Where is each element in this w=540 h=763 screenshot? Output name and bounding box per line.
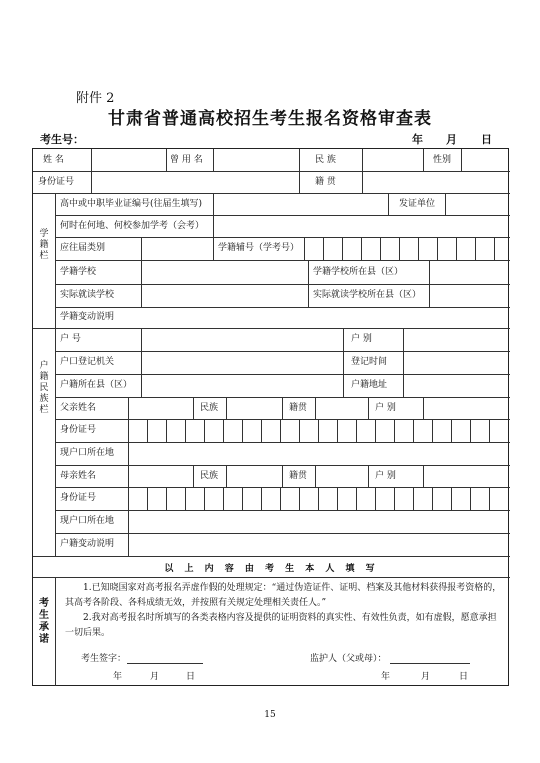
table-rule bbox=[223, 419, 224, 442]
header-day: 日 bbox=[481, 133, 492, 146]
table-rule bbox=[475, 237, 476, 260]
guardian-signature-line[interactable] bbox=[390, 653, 470, 664]
table-rule bbox=[128, 533, 129, 556]
table-rule bbox=[33, 171, 510, 172]
table-rule bbox=[299, 487, 300, 510]
table-rule bbox=[55, 487, 510, 488]
table-rule bbox=[445, 193, 446, 215]
table-rule bbox=[204, 419, 205, 442]
table-rule bbox=[403, 351, 404, 374]
table-rule bbox=[368, 465, 369, 487]
name-label: 姓 名 bbox=[43, 155, 64, 165]
table-rule bbox=[55, 442, 510, 443]
table-rule bbox=[304, 237, 305, 260]
table-rule bbox=[128, 510, 129, 533]
ethnicity-label: 民 族 bbox=[315, 155, 336, 165]
table-rule bbox=[375, 419, 376, 442]
table-rule bbox=[299, 419, 300, 442]
father-name-label: 父亲姓名 bbox=[60, 403, 97, 413]
table-rule bbox=[461, 149, 462, 171]
table-rule bbox=[128, 487, 129, 510]
table-rule bbox=[141, 284, 142, 307]
table-rule bbox=[55, 419, 510, 420]
mother-hukou-type-label: 户 别 bbox=[375, 471, 396, 481]
table-rule bbox=[242, 419, 243, 442]
native-place-label: 籍 贯 bbox=[315, 177, 336, 187]
reg-county-label: 学籍学校所在县（区） bbox=[313, 267, 404, 277]
table-rule bbox=[356, 419, 357, 442]
table-rule bbox=[91, 171, 92, 193]
table-rule bbox=[299, 149, 300, 171]
table-rule bbox=[299, 171, 300, 193]
table-rule bbox=[128, 442, 129, 465]
table-rule bbox=[343, 328, 344, 351]
table-rule bbox=[282, 397, 283, 419]
table-rule bbox=[55, 510, 510, 511]
guardian-sign-month: 月 bbox=[421, 672, 431, 682]
hukou-number-label: 户 号 bbox=[60, 334, 81, 344]
student-signature-line[interactable] bbox=[127, 653, 203, 664]
table-rule bbox=[356, 487, 357, 510]
table-rule bbox=[470, 487, 471, 510]
table-rule bbox=[429, 260, 430, 284]
table-rule bbox=[55, 328, 56, 556]
table-rule bbox=[55, 284, 510, 285]
promise-paragraph-1: 1.已知晓国家对高考报名弄虚作假的处理规定：“通过伪造证件、证明、档案及其他材料获得报考资格的，其高考各阶段、各科成绩无效，并按照有关规定处理相关责任人。” bbox=[65, 583, 502, 608]
table-rule bbox=[343, 374, 344, 397]
table-rule bbox=[55, 193, 56, 328]
reg-time-label: 登记时间 bbox=[351, 357, 388, 367]
category-label: 应往届类别 bbox=[60, 243, 106, 253]
table-rule bbox=[33, 556, 510, 557]
table-rule bbox=[141, 237, 142, 260]
student-signature-label: 考生签字： bbox=[81, 654, 127, 664]
table-rule bbox=[375, 487, 376, 510]
header-month: 月 bbox=[446, 133, 457, 146]
promise-section-label: 考生承诺 bbox=[39, 598, 49, 645]
table-rule bbox=[185, 419, 186, 442]
table-rule bbox=[242, 487, 243, 510]
table-rule bbox=[204, 487, 205, 510]
page-number: 15 bbox=[264, 710, 276, 720]
hukou-type-label: 户 别 bbox=[351, 334, 372, 344]
table-rule bbox=[33, 328, 510, 329]
table-rule bbox=[166, 419, 167, 442]
promise-paragraph-2: 2.我对高考报名时所填写的各类表格内容及提供的证明资料的真实性、有效性负责，如有虚假，愿意承担一切后果。 bbox=[65, 613, 497, 638]
table-rule bbox=[128, 419, 129, 442]
document-title: 甘肃省普通高校招生考生报名资格审查表 bbox=[108, 109, 432, 129]
table-rule bbox=[413, 419, 414, 442]
mother-ethnicity-label: 民族 bbox=[200, 471, 219, 481]
table-rule bbox=[147, 419, 148, 442]
reg-office-label: 户口登记机关 bbox=[60, 357, 115, 367]
table-rule bbox=[282, 465, 283, 487]
table-rule bbox=[342, 237, 343, 260]
table-rule bbox=[451, 419, 452, 442]
table-rule bbox=[261, 487, 262, 510]
table-rule bbox=[362, 171, 363, 193]
student-sign-day: 日 bbox=[186, 672, 196, 682]
table-rule bbox=[55, 237, 510, 238]
table-rule bbox=[55, 351, 510, 352]
table-rule bbox=[362, 149, 363, 171]
table-rule bbox=[399, 237, 400, 260]
table-rule bbox=[432, 487, 433, 510]
table-rule bbox=[456, 237, 457, 260]
table-rule bbox=[432, 419, 433, 442]
table-rule bbox=[489, 487, 490, 510]
table-rule bbox=[91, 149, 92, 171]
filler-note: 以 上 内 容 由 考 生 本 人 填 写 bbox=[164, 564, 379, 574]
mother-address-label: 现户口所在地 bbox=[60, 516, 115, 526]
table-rule bbox=[55, 577, 56, 686]
table-rule bbox=[418, 237, 419, 260]
table-rule bbox=[423, 397, 424, 419]
father-id-label: 身份证号 bbox=[60, 425, 97, 435]
table-rule bbox=[368, 397, 369, 419]
table-rule bbox=[380, 237, 381, 260]
table-rule bbox=[55, 307, 510, 308]
review-form-table bbox=[32, 148, 509, 686]
hukou-section-label: 户籍民族栏 bbox=[39, 361, 49, 415]
student-sign-month: 月 bbox=[150, 672, 160, 682]
aux-number-label: 学籍辅号（学考号） bbox=[218, 243, 300, 253]
school-section-label: 学籍栏 bbox=[39, 229, 49, 261]
cert-number-label: 高中或中职毕业证编号(往届生填写) bbox=[60, 199, 203, 209]
guardian-signature-label: 监护人（父或母）： bbox=[310, 654, 387, 664]
table-rule bbox=[226, 465, 227, 487]
student-sign-year: 年 bbox=[113, 672, 123, 682]
mother-id-label: 身份证号 bbox=[60, 493, 97, 503]
table-rule bbox=[489, 419, 490, 442]
table-rule bbox=[141, 260, 142, 284]
guardian-sign-day: 日 bbox=[459, 672, 469, 682]
table-rule bbox=[403, 328, 404, 351]
exam-history-label: 何时在何地、何校参加学考（会考） bbox=[60, 221, 205, 231]
table-rule bbox=[128, 465, 129, 487]
table-rule bbox=[55, 215, 510, 216]
father-address-label: 现户口所在地 bbox=[60, 448, 115, 458]
table-rule bbox=[323, 237, 324, 260]
attachment-label: 附件 2 bbox=[76, 91, 115, 106]
table-rule bbox=[318, 487, 319, 510]
table-rule bbox=[223, 487, 224, 510]
table-rule bbox=[33, 577, 510, 578]
table-rule bbox=[308, 284, 309, 307]
id-number-label: 身份证号 bbox=[38, 177, 75, 187]
table-rule bbox=[361, 237, 362, 260]
table-rule bbox=[470, 419, 471, 442]
table-rule bbox=[437, 237, 438, 260]
actual-school-label: 实际就读学校 bbox=[60, 290, 115, 300]
gender-label: 性别 bbox=[433, 155, 452, 165]
table-rule bbox=[226, 397, 227, 419]
table-rule bbox=[128, 397, 129, 419]
table-rule bbox=[337, 419, 338, 442]
father-ethnicity-label: 民族 bbox=[200, 403, 219, 413]
reg-school-label: 学籍学校 bbox=[60, 267, 97, 277]
header-year: 年 bbox=[412, 133, 423, 146]
mother-name-label: 母亲姓名 bbox=[60, 471, 97, 481]
hukou-address-label: 户籍地址 bbox=[351, 380, 388, 390]
table-rule bbox=[147, 487, 148, 510]
table-rule bbox=[280, 487, 281, 510]
table-rule bbox=[413, 487, 414, 510]
table-rule bbox=[193, 465, 194, 487]
table-rule bbox=[55, 260, 510, 261]
exam-number-label: 考生号： bbox=[40, 133, 84, 146]
table-rule bbox=[388, 193, 389, 215]
table-rule bbox=[318, 419, 319, 442]
table-rule bbox=[280, 419, 281, 442]
guardian-sign-year: 年 bbox=[381, 672, 391, 682]
table-rule bbox=[394, 487, 395, 510]
table-rule bbox=[55, 374, 510, 375]
table-rule bbox=[308, 260, 309, 284]
table-rule bbox=[343, 351, 344, 374]
table-rule bbox=[55, 533, 510, 534]
mother-native-label: 籍贯 bbox=[289, 471, 308, 481]
table-rule bbox=[185, 487, 186, 510]
table-rule bbox=[315, 397, 316, 419]
table-rule bbox=[213, 237, 214, 260]
table-rule bbox=[337, 487, 338, 510]
table-rule bbox=[33, 193, 510, 194]
actual-county-label: 实际就读学校所在县（区） bbox=[313, 290, 422, 300]
table-rule bbox=[423, 465, 424, 487]
table-rule bbox=[315, 465, 316, 487]
table-rule bbox=[193, 397, 194, 419]
table-rule bbox=[451, 487, 452, 510]
table-rule bbox=[213, 149, 214, 171]
issuer-label: 发证单位 bbox=[399, 199, 436, 209]
table-rule bbox=[141, 351, 142, 374]
table-rule bbox=[423, 149, 424, 171]
table-rule bbox=[213, 215, 214, 237]
table-rule bbox=[261, 419, 262, 442]
table-rule bbox=[166, 487, 167, 510]
hukou-change-label: 户籍变动说明 bbox=[60, 539, 115, 549]
table-rule bbox=[141, 328, 142, 351]
used-name-label: 曾 用 名 bbox=[170, 155, 203, 165]
father-native-label: 籍贯 bbox=[289, 403, 308, 413]
table-rule bbox=[213, 193, 214, 215]
table-rule bbox=[403, 374, 404, 397]
table-rule bbox=[141, 374, 142, 397]
hukou-county-label: 户籍所在县（区） bbox=[60, 380, 133, 390]
table-rule bbox=[494, 237, 495, 260]
table-rule bbox=[429, 284, 430, 307]
father-hukou-type-label: 户 别 bbox=[375, 403, 396, 413]
table-rule bbox=[166, 149, 167, 171]
table-rule bbox=[394, 419, 395, 442]
school-change-label: 学籍变动说明 bbox=[60, 312, 115, 322]
